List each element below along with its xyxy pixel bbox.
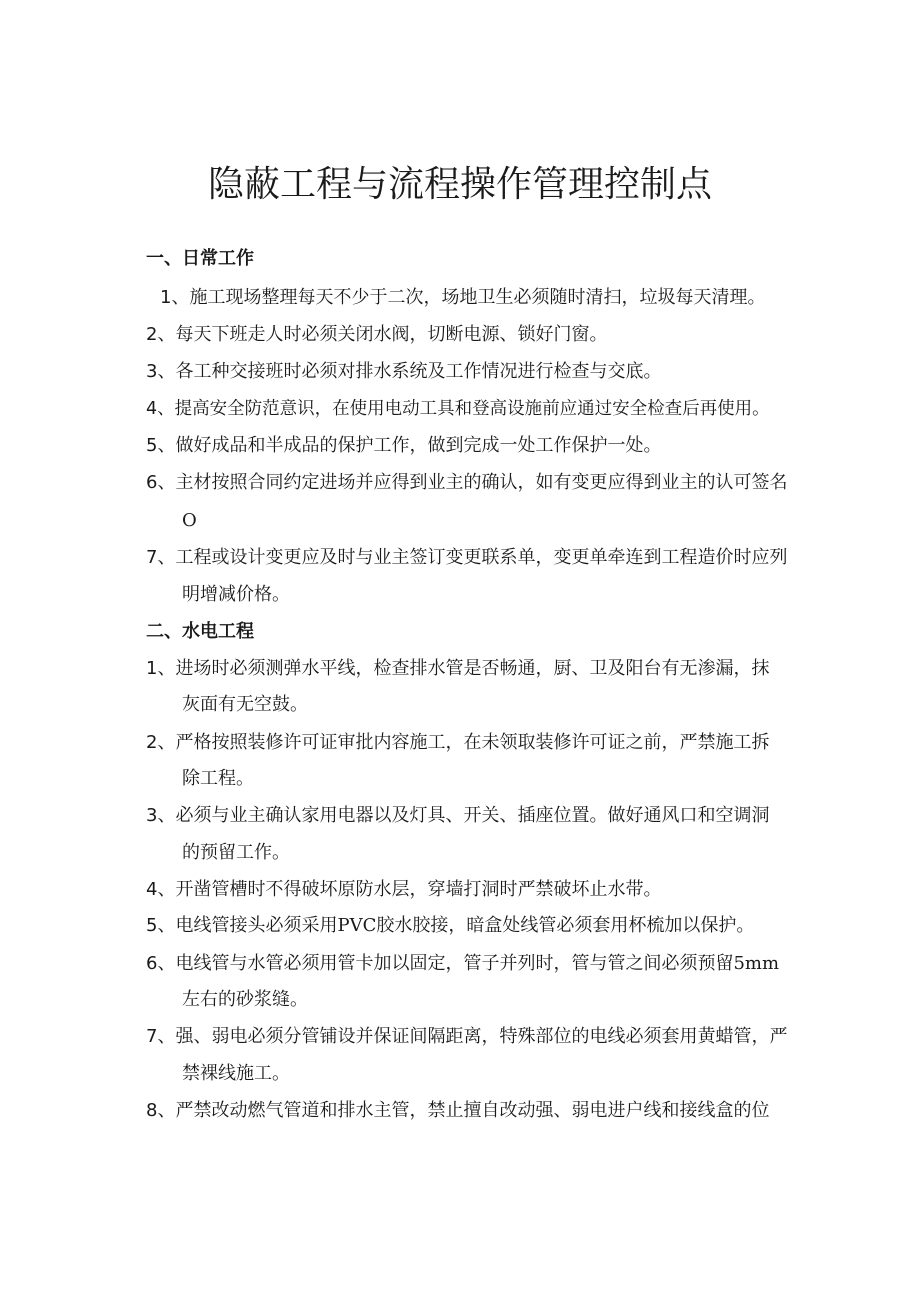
list-item-number: 7、: [146, 547, 176, 568]
list-item: [146, 470, 787, 496]
list-item: [146, 877, 661, 903]
list-item: [146, 1024, 787, 1050]
list-item-number: 1、: [146, 658, 176, 679]
list-item-continuation: 左右的砂浆缝。: [182, 989, 308, 1010]
list-item: [146, 951, 779, 977]
list-item-text: 做好成品和半成品的保护工作，做到完成一处工作保护一处。: [175, 435, 662, 456]
list-item-number: 5、: [146, 915, 176, 936]
list-item-text: 强、弱电必须分管铺设并保证间隔距离，特殊部位的电线必须套用黄蜡管，严: [175, 1026, 788, 1047]
section-heading-daily-work: 一、日常工作: [146, 248, 254, 269]
list-item-continuation: 灰面有无空鼓。: [182, 694, 308, 715]
list-item-continuation: 的预留工作。: [182, 842, 290, 863]
list-item-text: 施工现场整理每天不少于二次，场地卫生必须随时清扫，垃圾每天清理。: [189, 287, 766, 308]
list-item-continuation: O: [182, 510, 197, 531]
list-item: [146, 656, 769, 682]
list-item-number: 8、: [146, 1100, 176, 1121]
list-item-number: 1、: [160, 287, 190, 308]
list-item-number: 7、: [146, 1026, 176, 1047]
list-item-number: 6、: [146, 472, 176, 493]
list-item: [146, 396, 770, 422]
list-item: [146, 803, 769, 829]
page-title: 隐蔽工程与流程操作管理控制点: [207, 164, 712, 205]
list-item-number: 2、: [146, 732, 176, 753]
list-item-text: 必须与业主确认家用电器以及灯具、开关、插座位置。做好通风口和空调洞: [175, 805, 770, 826]
list-item-text: 进场时必须测弹水平线，检查排水管是否畅通，厨、卫及阳台有无渗漏，抹: [175, 658, 770, 679]
list-item: [146, 322, 607, 348]
list-item-text: 各工种交接班时必须对排水系统及工作情况进行检查与交底。: [175, 361, 662, 382]
list-item: [146, 913, 754, 939]
list-item-text: 电线管与水管必须用管卡加以固定，管子并列时，管与管之间必须预留5mm: [175, 953, 780, 974]
list-item-continuation: 明增减价格。: [182, 584, 290, 605]
list-item-continuation: 禁裸线施工。: [182, 1063, 290, 1084]
list-item-text: 每天下班走人时必须关闭水阀，切断电源、锁好门窗。: [175, 324, 608, 345]
list-item-text: 电线管接头必须采用PVC胶水胶接，暗盒处线管必须套用杯梳加以保护。: [175, 915, 755, 936]
list-item: [146, 359, 661, 385]
list-item-text: 严禁改动燃气管道和排水主管，禁止擅自改动强、弱电进户线和接线盒的位: [175, 1100, 770, 1121]
list-item-number: 6、: [146, 953, 176, 974]
list-item-text: 工程或设计变更应及时与业主签订变更联系单，变更单牵连到工程造价时应列: [175, 547, 788, 568]
list-item-number: 2、: [146, 324, 176, 345]
list-item-number: 5、: [146, 435, 176, 456]
list-item: [160, 285, 765, 311]
list-item-number: 4、: [146, 399, 175, 419]
list-item: [146, 433, 661, 459]
list-item-continuation: 除工程。: [182, 768, 254, 789]
list-item: [146, 1098, 769, 1124]
list-item-number: 3、: [146, 361, 176, 382]
list-item: [146, 545, 787, 571]
list-item-number: 4、: [146, 879, 176, 900]
list-item: [146, 730, 769, 756]
list-item-text: 开凿管槽时不得破坏原防水层，穿墙打洞时严禁破坏止水带。: [175, 879, 662, 900]
list-item-text: 严格按照装修许可证审批内容施工，在未领取装修许可证之前，严禁施工拆: [175, 732, 770, 753]
list-item-text: 主材按照合同约定进场并应得到业主的确认，如有变更应得到业主的认可签名: [175, 472, 788, 493]
list-item-text: 提高安全防范意识，在使用电动工具和登高设施前应通过安全检查后再使用。: [174, 399, 770, 419]
list-item-number: 3、: [146, 805, 176, 826]
section-heading-plumbing-electrical: 二、水电工程: [146, 621, 254, 642]
